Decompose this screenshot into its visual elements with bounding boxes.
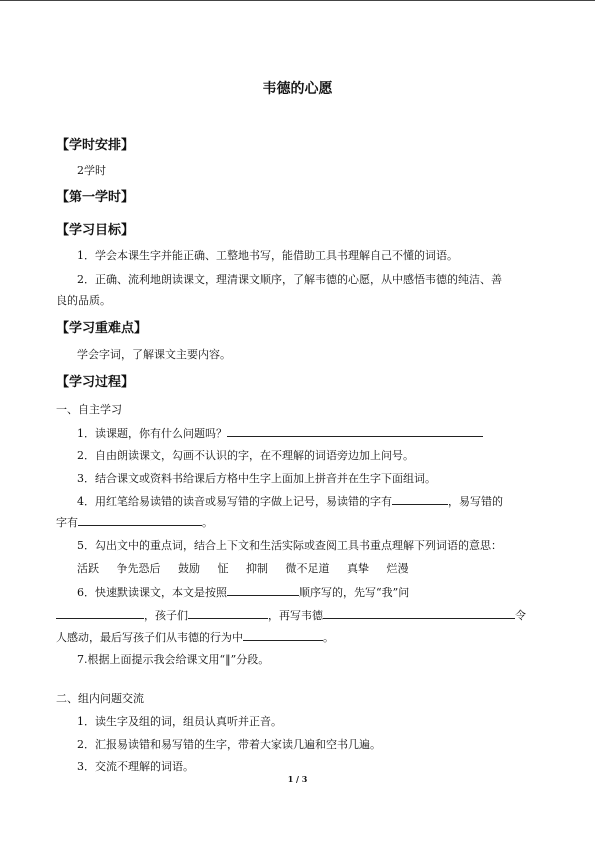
heading-goals: 【学习目标】 xyxy=(56,223,135,238)
answer-blank[interactable] xyxy=(243,630,323,641)
step-4-line-2 xyxy=(56,515,213,530)
step-1-text: 1．读课题，你有什么问题吗？ xyxy=(77,427,227,440)
answer-blank[interactable] xyxy=(56,608,144,619)
vocab-word: 活跃 xyxy=(77,562,99,575)
step-6-text-c: ，孩子们 xyxy=(144,609,188,622)
heading-key-points: 【学习重难点】 xyxy=(56,321,148,336)
step-5: 5．勾出文中的重点词，结合上下文和生活实际或查阅工具书重点理解下列词语的意思： xyxy=(77,539,502,552)
answer-blank[interactable] xyxy=(392,494,448,505)
section-2-title: 二、组内问题交流 xyxy=(56,692,144,705)
step-3: 3．结合课文或资料书给课后方格中生字上面加上拼音并在生字下面组词。 xyxy=(77,472,436,485)
step-6-text-e: 令 xyxy=(515,609,526,622)
key-points-text: 学会字词，了解课文主要内容。 xyxy=(77,348,231,361)
vocab-word: 烂漫 xyxy=(386,562,409,575)
document-title: 韦德的心愿 xyxy=(262,81,333,97)
group-step-2: 2．汇报易读错和易写错的生字，带着大家读几遍和空书几遍。 xyxy=(77,738,381,751)
vocab-word: 鼓励 xyxy=(178,562,200,575)
step-4-line-1 xyxy=(77,494,503,509)
step-6-text-d: ，再写韦德 xyxy=(268,609,323,622)
answer-blank[interactable] xyxy=(188,608,268,619)
vocab-word: 微不足道 xyxy=(285,562,330,575)
step-6-line-1 xyxy=(77,585,409,600)
vocab-word: 抑制 xyxy=(246,562,268,575)
heading-schedule: 【学时安排】 xyxy=(56,138,135,153)
section-1-title: 一、自主学习 xyxy=(56,403,122,416)
step-4-text-c: 字有 xyxy=(56,516,78,529)
step-6-line-3 xyxy=(56,630,334,645)
step-6-text-b: 顺序写的，先写“我”问 xyxy=(299,586,410,599)
vocab-word: 真挚 xyxy=(347,562,369,575)
goal-item-1: 1．学会本课生字并能正确、工整地书写，能借助工具书理解自己不懂的词语。 xyxy=(77,249,458,262)
step-1 xyxy=(77,426,483,441)
answer-blank[interactable] xyxy=(323,608,515,619)
heading-process: 【学习过程】 xyxy=(56,375,135,390)
schedule-text: 2学时 xyxy=(77,164,106,177)
step-6-line-2 xyxy=(56,608,526,623)
group-step-1: 1．读生字及组的词，组员认真听并正音。 xyxy=(77,715,282,728)
step-4-text-b: ，易写错的 xyxy=(448,495,503,508)
step-6-text-a: 6．快速默读课文，本文是按照 xyxy=(77,586,227,599)
page-number: 1 / 3 xyxy=(287,774,308,784)
answer-blank[interactable] xyxy=(227,585,299,596)
vocab-word: 争先恐后 xyxy=(116,562,161,575)
step-6-text-f: 人感动，最后写孩子们从韦德的行为中 xyxy=(56,631,243,644)
answer-blank[interactable] xyxy=(227,426,483,437)
vocab-word: 怔 xyxy=(217,562,229,575)
answer-blank[interactable] xyxy=(78,515,202,526)
group-step-3: 3．交流不理解的词语。 xyxy=(77,760,194,773)
step-6-text-g: 。 xyxy=(323,631,334,644)
heading-first-period: 【第一学时】 xyxy=(56,190,135,205)
vocabulary-list xyxy=(77,562,423,576)
goal-item-2-line-2: 良的品质。 xyxy=(56,294,111,307)
step-4-text-a: 4．用红笔给易读错的读音或易写错的字做上记号，易读错的字有 xyxy=(77,495,392,508)
step-7: 7.根据上面提示我会给课文用“‖”分段。 xyxy=(77,653,270,666)
goal-item-2-line-1: 2．正确、流利地朗读课文，理清课文顺序，了解韦德的心愿，从中感悟韦德的纯洁、善 xyxy=(77,273,502,286)
step-2: 2．自由朗读课文，勾画不认识的字，在不理解的词语旁边加上问号。 xyxy=(77,449,414,462)
step-4-text-d: 。 xyxy=(202,516,213,529)
